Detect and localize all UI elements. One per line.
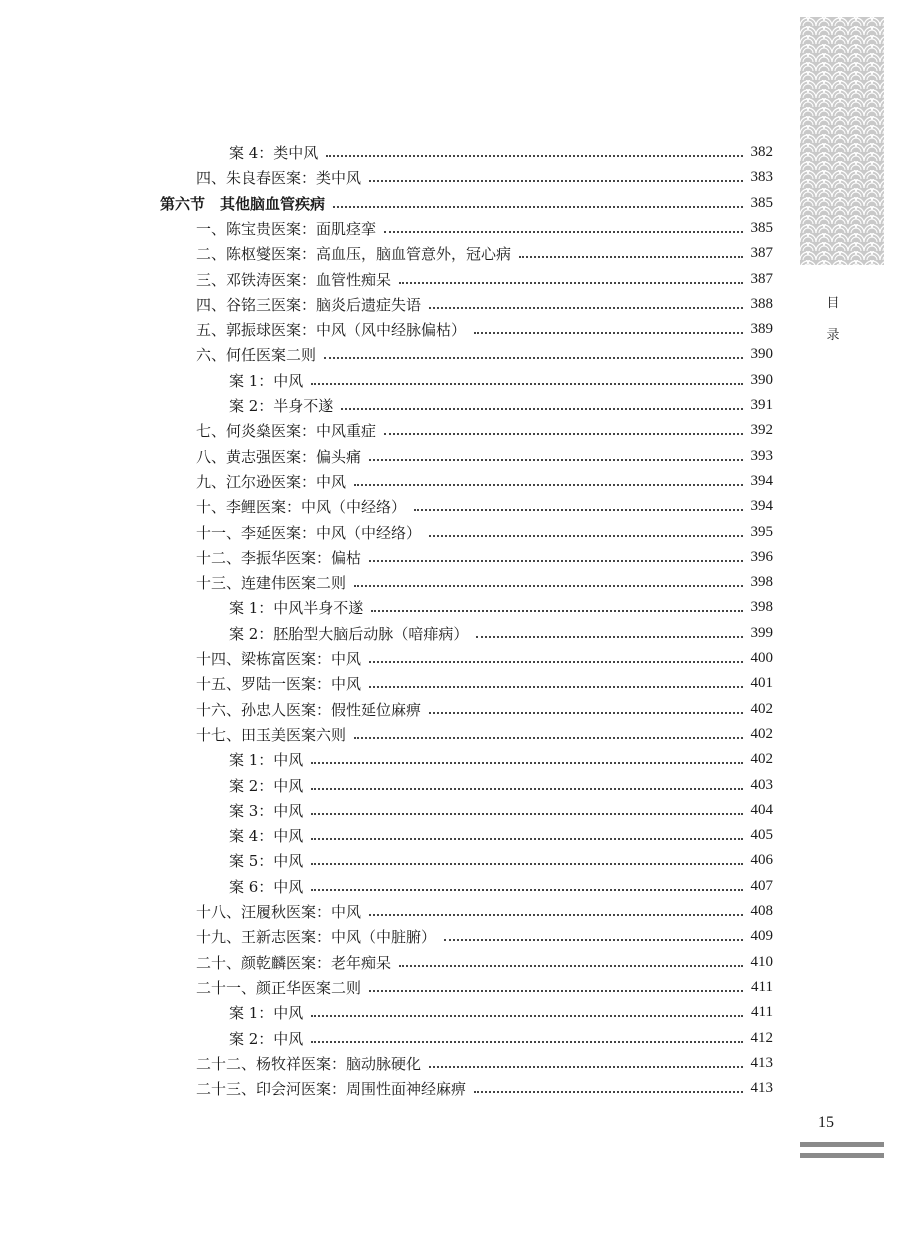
toc-entry-page: 387 [750,245,773,261]
dot-leader [369,990,743,992]
dot-leader [384,433,742,435]
toc-entry-title: 三、邓铁涛医案：血管性痴呆 [196,271,392,289]
toc-subentry[interactable] [229,595,773,620]
toc-entry[interactable] [196,267,773,292]
toc-entry-page: 408 [750,903,773,919]
toc-entry-title: 十、李鲤医案：中风（中经络） [196,498,407,516]
toc-entry-page: 390 [750,372,773,388]
dot-leader [414,509,742,511]
toc-entry-title: 十九、王新志医案：中风（中脏腑） [196,928,437,946]
toc-entry[interactable] [196,494,773,519]
dot-leader [311,813,742,815]
toc-entry-title: 五、郭振球医案：中风（风中经脉偏枯） [196,321,467,339]
toc-entry-title: 六、何任医案二则 [196,346,317,364]
toc-entry-title: 案 1：中风 [229,751,304,769]
dot-leader [429,307,742,309]
toc-entry-page: 394 [750,473,773,489]
toc-entry-page: 402 [750,726,773,742]
toc-entry-page: 411 [751,979,773,995]
dot-leader [311,863,742,865]
toc-entry[interactable] [196,418,773,443]
toc-entry-title: 七、何炎燊医案：中风重症 [196,422,377,440]
toc-entry-page: 413 [750,1055,773,1071]
toc-entry-page: 399 [750,625,773,641]
toc-entry-page: 411 [751,1004,773,1020]
dot-leader [371,610,742,612]
footer-rule-top [800,1142,884,1147]
dot-leader [311,1015,743,1017]
toc-entry-page: 389 [750,321,773,337]
toc-entry-page: 398 [750,574,773,590]
toc-entry-page: 406 [750,852,773,868]
dot-leader [474,332,742,334]
toc-entry-page: 403 [750,777,773,793]
dot-leader [354,585,742,587]
dot-leader [311,762,742,764]
toc-entry[interactable] [196,216,773,241]
toc-subentry[interactable] [229,773,773,798]
toc-entry-page: 413 [750,1080,773,1096]
toc-entry-page: 409 [750,928,773,944]
toc-entry-page: 385 [750,220,773,236]
toc-entry-title: 案 1：中风半身不遂 [229,599,364,617]
toc-entry-title: 案 2：中风 [229,1030,304,1048]
dot-leader [311,788,742,790]
dot-leader [369,661,742,663]
toc-entry-title: 案 1：中风 [229,372,304,390]
toc-entry[interactable] [196,165,773,190]
decorative-wave-pattern [800,17,884,265]
toc-entry-title: 八、黄志强医案：偏头痛 [196,448,362,466]
toc-entry-title: 十一、李延医案：中风（中经络） [196,524,422,542]
toc-subentry[interactable] [229,798,773,823]
toc-entry-title: 十七、田玉美医案六则 [196,726,347,744]
toc-subentry[interactable] [229,393,773,418]
dot-leader [369,459,742,461]
toc-entry-title: 二十三、印会河医案：周围性面神经麻痹 [196,1080,467,1098]
toc-entry-page: 402 [750,751,773,767]
toc-subentry[interactable] [229,848,773,873]
dot-leader [311,889,742,891]
toc-entry-title: 二十二、杨牧祥医案：脑动脉硬化 [196,1055,422,1073]
toc-entry-page: 400 [750,650,773,666]
toc-entry-page: 392 [750,422,773,438]
toc-entry-title: 一、陈宝贵医案：面肌痉挛 [196,220,377,238]
toc-entry-page: 396 [750,549,773,565]
toc-subentry[interactable] [229,140,773,165]
toc-entry-page: 410 [750,954,773,970]
toc-subentry[interactable] [229,1000,773,1025]
dot-leader [519,256,742,258]
toc-entry-page: 395 [750,524,773,540]
toc-entry-page: 383 [750,169,773,185]
dot-leader [369,560,742,562]
toc-entry-title: 九、江尔逊医案：中风 [196,473,347,491]
toc-entry-title: 四、谷铭三医案：脑炎后遗症失语 [196,296,422,314]
dot-leader [476,636,742,638]
toc-entry-title: 十四、梁栋富医案：中风 [196,650,362,668]
toc-entry[interactable] [196,520,773,545]
toc-entry-title: 十八、汪履秋医案：中风 [196,903,362,921]
toc-entry-title: 十三、连建伟医案二则 [196,574,347,592]
toc-entry[interactable] [196,697,773,722]
toc-entry-page: 404 [750,802,773,818]
toc-entry-page: 402 [750,701,773,717]
toc-entry-title: 案 2：半身不遂 [229,397,334,415]
dot-leader [369,914,742,916]
toc-entry-title: 第六节 其他脑血管疾病 [160,195,326,213]
dot-leader [369,686,742,688]
dot-leader [324,357,742,359]
toc-entry-title: 二十一、颜正华医案二则 [196,979,362,997]
toc-entry-title: 案 4：类中风 [229,144,319,162]
toc-entry[interactable] [196,545,773,570]
toc-entry[interactable] [196,646,773,671]
toc-subentry[interactable] [229,1026,773,1051]
toc-entry-title: 案 6：中风 [229,878,304,896]
footer-rule-bottom [800,1153,884,1158]
dot-leader [369,180,742,182]
toc-entry-page: 398 [750,599,773,615]
toc-entry[interactable] [196,899,773,924]
dot-leader [311,1041,742,1043]
toc-subentry[interactable] [229,368,773,393]
dot-leader [474,1091,742,1093]
toc-entry[interactable] [196,975,773,1000]
dot-leader [399,965,742,967]
toc-subentry[interactable] [229,823,773,848]
toc-entry-page: 388 [750,296,773,312]
toc-entry[interactable] [196,950,773,975]
dot-leader [326,155,742,157]
toc-entry-page: 385 [750,195,773,211]
toc-entry-page: 393 [750,448,773,464]
toc-entry-title: 案 4：中风 [229,827,304,845]
toc-entry-title: 十六、孙忠人医案：假性延位麻痹 [196,701,422,719]
toc-entry-title: 案 1：中风 [229,1004,304,1022]
toc-entry-page: 407 [750,878,773,894]
dot-leader [399,282,742,284]
dot-leader [429,1066,742,1068]
toc-entry[interactable] [196,292,773,317]
dot-leader [341,408,742,410]
toc-entry-title: 二十、颜乾麟医案：老年痴呆 [196,954,392,972]
toc-entry[interactable] [196,469,773,494]
toc-entry-page: 394 [750,498,773,514]
side-section-title: 目录 [826,296,840,343]
dot-leader [354,737,742,739]
toc-entry-title: 案 2：中风 [229,777,304,795]
toc-entry-title: 案 2：胚胎型大脑后动脉（喑痱病） [229,625,469,643]
toc-entry-title: 十五、罗陆一医案：中风 [196,675,362,693]
page-number: 15 [818,1114,834,1131]
toc-entry-page: 387 [750,271,773,287]
toc-subentry[interactable] [229,874,773,899]
toc-entry[interactable] [196,722,773,747]
toc-entry-title: 案 3：中风 [229,802,304,820]
dot-leader [333,206,742,208]
dot-leader [444,939,742,941]
dot-leader [429,535,742,537]
toc-entry[interactable] [196,317,773,342]
wave-pattern-graphic [800,17,884,265]
toc-entry[interactable] [196,444,773,469]
toc-entry-title: 四、朱良春医案：类中风 [196,169,362,187]
toc-subentry[interactable] [229,621,773,646]
dot-leader [354,484,742,486]
toc-entry[interactable] [196,241,773,266]
toc-entry-page: 391 [750,397,773,413]
toc-entry[interactable] [196,342,773,367]
dot-leader [311,383,742,385]
toc-entry-title: 二、陈枢燮医案：高血压，脑血管意外，冠心病 [196,245,512,263]
toc-entry[interactable] [196,671,773,696]
toc-entry-page: 412 [750,1030,773,1046]
toc-section-entry[interactable] [160,191,773,216]
dot-leader [311,838,742,840]
toc-entry-page: 405 [750,827,773,843]
toc-entry[interactable] [196,1051,773,1076]
toc-entry-title: 十二、李振华医案：偏枯 [196,549,362,567]
toc-entry[interactable] [196,570,773,595]
toc-entry[interactable] [196,1076,773,1101]
toc-entry-page: 390 [750,346,773,362]
toc-entry-page: 401 [750,675,773,691]
toc-subentry[interactable] [229,747,773,772]
toc-entry-page: 382 [750,144,773,160]
toc-entry[interactable] [196,924,773,949]
dot-leader [429,712,742,714]
dot-leader [384,231,742,233]
toc-entry-title: 案 5：中风 [229,852,304,870]
